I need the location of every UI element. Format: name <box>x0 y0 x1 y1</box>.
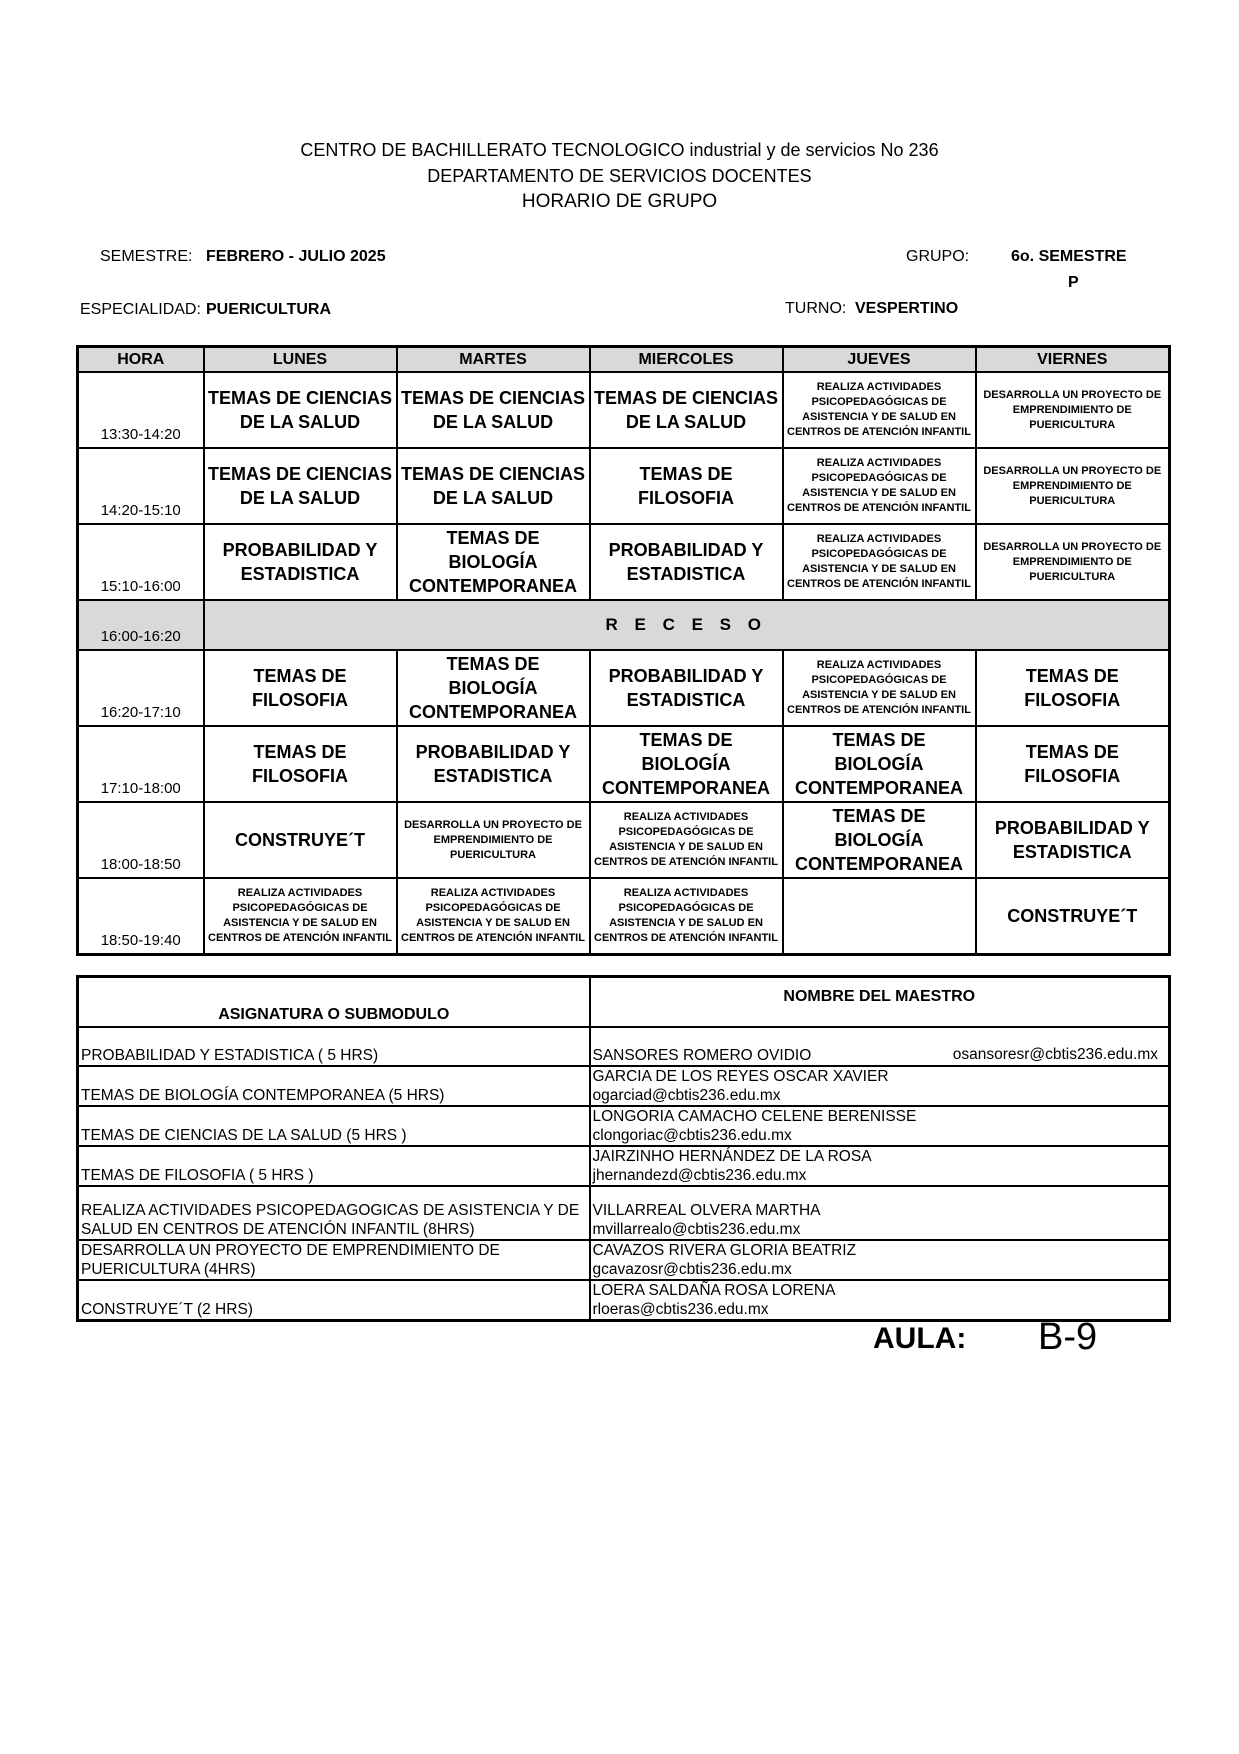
schedule-row <box>78 802 1170 878</box>
hora-cell: 17:10-18:00 <box>78 726 204 802</box>
class-cell: REALIZA ACTIVIDADES PSICOPEDAGÓGICAS DE ASISTENCIA Y DE SALUD EN CENTROS DE ATENCIÓN INFANTIL <box>204 878 397 955</box>
turno-value: VESPERTINO <box>855 300 959 317</box>
hora-cell: 13:30-14:20 <box>78 372 204 448</box>
header-teacher: NOMBRE DEL MAESTRO <box>590 977 1170 1028</box>
class-cell: REALIZA ACTIVIDADES PSICOPEDAGÓGICAS DE ASISTENCIA Y DE SALUD EN CENTROS DE ATENCIÓN INFANTIL <box>590 878 783 955</box>
teacher-email[interactable]: ogarciad@cbtis236.edu.mx <box>592 1087 781 1104</box>
subject-row <box>78 1066 1170 1106</box>
class-cell: PROBABILIDAD Y ESTADISTICA <box>590 650 783 726</box>
schedule-row <box>78 878 1170 955</box>
class-cell: CONSTRUYE´T <box>204 802 397 878</box>
class-cell: TEMAS DE BIOLOGÍA CONTEMPORANEA <box>783 726 976 802</box>
semestre-label: SEMESTRE: <box>100 248 193 265</box>
semestre-value: FEBRERO - JULIO 2025 <box>206 248 386 265</box>
teacher-cell <box>590 1027 1170 1066</box>
teacher-email[interactable]: osansoresr@cbtis236.edu.mx <box>952 1046 1158 1063</box>
class-cell: TEMAS DE BIOLOGÍA CONTEMPORANEA <box>783 802 976 878</box>
header-martes: MARTES <box>397 347 590 373</box>
class-cell: TEMAS DE FILOSOFIA <box>204 726 397 802</box>
subject-row <box>78 1186 1170 1240</box>
class-cell: REALIZA ACTIVIDADES PSICOPEDAGÓGICAS DE ASISTENCIA Y DE SALUD EN CENTROS DE ATENCIÓN INFANTIL <box>783 372 976 448</box>
class-cell: REALIZA ACTIVIDADES PSICOPEDAGÓGICAS DE ASISTENCIA Y DE SALUD EN CENTROS DE ATENCIÓN INFANTIL <box>783 650 976 726</box>
receso-row <box>78 600 1170 650</box>
teacher-cell <box>590 1186 1170 1240</box>
document-title: HORARIO DE GRUPO <box>521 191 718 212</box>
subject-name: TEMAS DE CIENCIAS DE LA SALUD (5 HRS ) <box>78 1106 590 1146</box>
class-cell: PROBABILIDAD Y ESTADISTICA <box>590 524 783 600</box>
class-cell: TEMAS DE CIENCIAS DE LA SALUD <box>590 372 783 448</box>
grupo-value: 6o. SEMESTRE <box>1011 248 1127 265</box>
teacher-email[interactable]: gcavazosr@cbtis236.edu.mx <box>592 1261 792 1278</box>
teacher-name: VILLARREAL OLVERA MARTHA <box>592 1202 821 1219</box>
schedule-row <box>78 372 1170 448</box>
schedule-row <box>78 726 1170 802</box>
subject-name: TEMAS DE FILOSOFIA ( 5 HRS ) <box>78 1146 590 1186</box>
subject-name: REALIZA ACTIVIDADES PSICOPEDAGOGICAS DE ASISTENCIA Y DE SALUD EN CENTROS DE ATENCIÓN INFANTIL (8HRS) <box>78 1186 590 1240</box>
class-cell: REALIZA ACTIVIDADES PSICOPEDAGÓGICAS DE ASISTENCIA Y DE SALUD EN CENTROS DE ATENCIÓN INFANTIL <box>783 524 976 600</box>
teacher-name: JAIRZINHO HERNÁNDEZ DE LA ROSA <box>592 1148 872 1165</box>
header-lunes: LUNES <box>204 347 397 373</box>
header-hora: HORA <box>78 347 204 373</box>
class-cell: TEMAS DE CIENCIAS DE LA SALUD <box>397 448 590 524</box>
class-cell: CONSTRUYE´T <box>976 878 1170 955</box>
teacher-cell <box>590 1106 1170 1146</box>
class-cell: TEMAS DE FILOSOFIA <box>976 726 1170 802</box>
subject-name: TEMAS DE BIOLOGÍA CONTEMPORANEA (5 HRS) <box>78 1066 590 1106</box>
teacher-cell <box>590 1280 1170 1321</box>
teacher-name: LONGORIA CAMACHO CELENE BERENISSE <box>592 1108 917 1125</box>
teacher-email[interactable]: mvillarrealo@cbtis236.edu.mx <box>592 1221 801 1238</box>
aula-value: B-9 <box>1038 1316 1098 1358</box>
class-cell: PROBABILIDAD Y ESTADISTICA <box>397 726 590 802</box>
class-cell: TEMAS DE CIENCIAS DE LA SALUD <box>204 448 397 524</box>
class-cell: TEMAS DE CIENCIAS DE LA SALUD <box>397 372 590 448</box>
header-viernes: VIERNES <box>976 347 1170 373</box>
class-cell: DESARROLLA UN PROYECTO DE EMPRENDIMIENTO DE PUERICULTURA <box>976 448 1170 524</box>
teacher-name: CAVAZOS RIVERA GLORIA BEATRIZ <box>592 1242 857 1259</box>
subject-name: CONSTRUYE´T (2 HRS) <box>78 1280 590 1321</box>
teacher-email[interactable]: jhernandezd@cbtis236.edu.mx <box>592 1167 807 1184</box>
header-jueves: JUEVES <box>783 347 976 373</box>
teacher-email[interactable]: rloeras@cbtis236.edu.mx <box>592 1301 769 1318</box>
header-subject: ASIGNATURA O SUBMODULO <box>78 977 590 1028</box>
header-miercoles: MIERCOLES <box>590 347 783 373</box>
hora-cell: 15:10-16:00 <box>78 524 204 600</box>
teacher-name: LOERA SALDAÑA ROSA LORENA <box>592 1282 836 1299</box>
schedule-header-row <box>78 347 1170 373</box>
subjects-table <box>76 975 1171 1322</box>
receso-hora: 16:00-16:20 <box>78 600 204 650</box>
class-cell: DESARROLLA UN PROYECTO DE EMPRENDIMIENTO DE PUERICULTURA <box>976 372 1170 448</box>
class-cell: PROBABILIDAD Y ESTADISTICA <box>204 524 397 600</box>
aula-label: AULA: <box>873 1322 967 1355</box>
especialidad-value: PUERICULTURA <box>206 301 332 318</box>
hora-cell: 14:20-15:10 <box>78 448 204 524</box>
class-cell: REALIZA ACTIVIDADES PSICOPEDAGÓGICAS DE ASISTENCIA Y DE SALUD EN CENTROS DE ATENCIÓN INFANTIL <box>783 448 976 524</box>
class-cell: REALIZA ACTIVIDADES PSICOPEDAGÓGICAS DE ASISTENCIA Y DE SALUD EN CENTROS DE ATENCIÓN INFANTIL <box>590 802 783 878</box>
subject-row <box>78 1146 1170 1186</box>
class-cell: TEMAS DE BIOLOGÍA CONTEMPORANEA <box>397 650 590 726</box>
teacher-cell <box>590 1066 1170 1106</box>
subject-row <box>78 1240 1170 1280</box>
schedule-row <box>78 448 1170 524</box>
class-cell: TEMAS DE FILOSOFIA <box>204 650 397 726</box>
school-name: CENTRO DE BACHILLERATO TECNOLOGICO industrial y de servicios No 236 <box>300 140 939 160</box>
class-cell: REALIZA ACTIVIDADES PSICOPEDAGÓGICAS DE ASISTENCIA Y DE SALUD EN CENTROS DE ATENCIÓN INFANTIL <box>397 878 590 955</box>
subject-row <box>78 1280 1170 1321</box>
subject-row <box>78 1106 1170 1146</box>
teacher-name: GARCIA DE LOS REYES OSCAR XAVIER <box>592 1068 889 1085</box>
grupo-label: GRUPO: <box>906 248 970 265</box>
hora-cell: 18:50-19:40 <box>78 878 204 955</box>
subject-row <box>78 1027 1170 1066</box>
schedule-table <box>76 345 1171 956</box>
class-cell: DESARROLLA UN PROYECTO DE EMPRENDIMIENTO DE PUERICULTURA <box>976 524 1170 600</box>
class-cell: TEMAS DE CIENCIAS DE LA SALUD <box>204 372 397 448</box>
class-cell: DESARROLLA UN PROYECTO DE EMPRENDIMIENTO DE PUERICULTURA <box>397 802 590 878</box>
department-name: DEPARTAMENTO DE SERVICIOS DOCENTES <box>427 166 812 186</box>
class-cell: TEMAS DE BIOLOGÍA CONTEMPORANEA <box>590 726 783 802</box>
subject-name: PROBABILIDAD Y ESTADISTICA ( 5 HRS) <box>78 1027 590 1066</box>
subject-name: DESARROLLA UN PROYECTO DE EMPRENDIMIENTO DE PUERICULTURA (4HRS) <box>78 1240 590 1280</box>
receso-label: R E C E S O <box>204 600 1170 650</box>
schedule-row <box>78 524 1170 600</box>
grupo-letter: P <box>1068 274 1079 291</box>
subjects-header-row <box>78 977 1170 1028</box>
especialidad-label: ESPECIALIDAD: <box>80 301 201 318</box>
class-cell: TEMAS DE FILOSOFIA <box>590 448 783 524</box>
class-cell: TEMAS DE BIOLOGÍA CONTEMPORANEA <box>397 524 590 600</box>
turno-label: TURNO: <box>785 300 847 317</box>
class-cell: PROBABILIDAD Y ESTADISTICA <box>976 802 1170 878</box>
hora-cell: 18:00-18:50 <box>78 802 204 878</box>
hora-cell: 16:20-17:10 <box>78 650 204 726</box>
teacher-cell <box>590 1240 1170 1280</box>
teacher-name: SANSORES ROMERO OVIDIO <box>592 1047 812 1064</box>
class-cell: TEMAS DE FILOSOFIA <box>976 650 1170 726</box>
schedule-row <box>78 650 1170 726</box>
class-cell <box>783 878 976 955</box>
teacher-cell <box>590 1146 1170 1186</box>
teacher-email[interactable]: clongoriac@cbtis236.edu.mx <box>592 1127 792 1144</box>
